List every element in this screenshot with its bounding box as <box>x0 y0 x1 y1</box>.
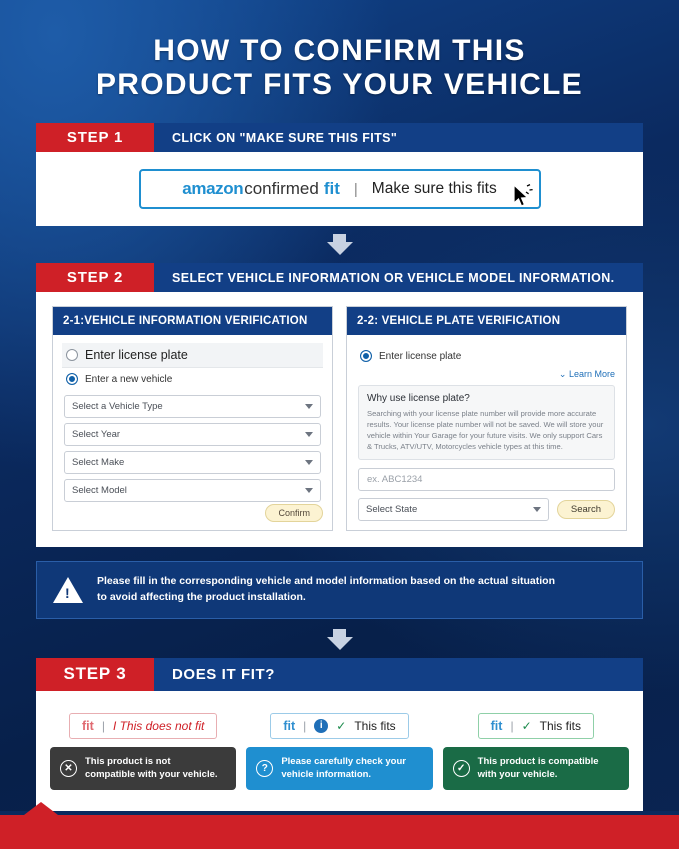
card-2-1-title: 2-1:VEHICLE INFORMATION VERIFICATION <box>53 307 332 335</box>
info-box-title: Why use license plate? <box>367 393 470 405</box>
step2-tag: STEP 2 <box>36 263 154 292</box>
vehicle-plate-verification-card <box>346 306 627 531</box>
fit-box-separator: | <box>353 180 358 198</box>
fit-status-text: I This does not fit <box>112 718 205 733</box>
step2-heading: SELECT VEHICLE INFORMATION OR VEHICLE MODEL INFORMATION. <box>154 263 643 292</box>
step3-heading: DOES IT FIT? <box>154 658 643 691</box>
option-enter-license-plate[interactable] <box>62 343 323 368</box>
card-2-2-body <box>347 335 626 530</box>
learn-more-link[interactable] <box>356 369 615 380</box>
radio-selected-icon[interactable] <box>360 350 372 362</box>
info-circle-icon: i <box>314 719 328 733</box>
chevron-down-icon <box>305 488 313 493</box>
radio-selected-icon[interactable] <box>66 373 78 385</box>
select-state[interactable] <box>358 498 549 521</box>
select-year[interactable] <box>64 423 321 446</box>
pill-separator: | <box>303 718 307 733</box>
fit-pill-no <box>69 713 217 739</box>
card-2-2-title: 2-2: VEHICLE PLATE VERIFICATION <box>347 307 626 335</box>
select-year-value: Select Year <box>72 429 121 441</box>
chevron-down-icon <box>305 404 313 409</box>
learn-more-label: Learn More <box>568 369 615 380</box>
page-title-line1: HOW TO CONFIRM THIS <box>153 34 526 67</box>
option-enter-license-plate-right-label: Enter license plate <box>379 350 462 362</box>
option-enter-new-vehicle[interactable] <box>62 368 323 390</box>
state-search-row <box>358 498 615 521</box>
info-box-body: Searching with your license plate number will provide more accurate results. Your license plate number will not be saved. We will store your vehicle within Your Garage for your future visits. We only support Cars & Trucks, ATV/UTV, Motorcycles vehicle types at this time. <box>367 409 604 452</box>
fit-label: fit <box>283 718 296 733</box>
fit-status-text: This fits <box>354 718 396 733</box>
option-enter-license-plate-label: Enter license plate <box>85 348 188 363</box>
select-model-value: Select Model <box>72 485 127 497</box>
arrow-head <box>327 242 353 255</box>
mouse-cursor-icon <box>511 184 533 210</box>
step1-bar <box>36 123 643 152</box>
bottom-notch <box>24 802 58 815</box>
result-banner-not-compatible <box>50 747 236 791</box>
step1-heading: CLICK ON "MAKE SURE THIS FITS" <box>154 123 643 152</box>
step3-tag: STEP 3 <box>36 658 154 691</box>
chevron-down-icon <box>305 432 313 437</box>
result-compatible <box>443 713 629 791</box>
fit-label: fit <box>323 179 340 199</box>
fit-label: fit <box>490 718 503 733</box>
result-line1: This product is not <box>85 755 171 767</box>
arrow-head <box>327 637 353 650</box>
chevron-down-icon <box>305 460 313 465</box>
fit-pill-info <box>270 713 408 739</box>
check-circle-icon: ✓ <box>453 760 470 777</box>
chevron-down-small-icon: ⌄ <box>558 369 567 380</box>
license-plate-input[interactable] <box>358 468 615 491</box>
arrow-stem <box>333 234 346 242</box>
result-banner-compatible <box>443 747 629 791</box>
step3-panel <box>36 691 643 817</box>
step1-tag: STEP 1 <box>36 123 154 152</box>
arrow-step2-to-step3 <box>36 629 643 650</box>
search-button[interactable]: Search <box>557 500 615 519</box>
arrow-step1-to-step2 <box>36 234 643 255</box>
fit-label: fit <box>82 718 94 733</box>
step3-bar <box>36 658 643 691</box>
arrow-stem <box>333 629 346 637</box>
vehicle-information-verification-card <box>52 306 333 531</box>
amazon-confirmed-fit-box[interactable] <box>139 169 541 209</box>
result-line1: Please carefully check your <box>281 755 406 767</box>
select-vehicle-type-value: Select a Vehicle Type <box>72 401 163 413</box>
option-enter-license-plate-right[interactable] <box>356 343 617 367</box>
pill-separator: | <box>510 718 514 733</box>
option-enter-new-vehicle-label: Enter a new vehicle <box>85 373 173 385</box>
question-circle-icon: ? <box>256 760 273 777</box>
result-banner-text <box>478 756 599 782</box>
radio-unselected-icon[interactable] <box>66 349 78 361</box>
result-line1: This product is compatible <box>477 755 599 767</box>
select-make-value: Select Make <box>72 457 125 469</box>
notice-line1: Please fill in the corresponding vehicle and model information based on the actual situation <box>97 575 555 588</box>
x-circle-icon: ✕ <box>60 760 77 777</box>
license-plate-info-box <box>358 385 615 460</box>
step2-bar <box>36 263 643 292</box>
result-line2: compatible with your vehicle. <box>85 768 218 780</box>
select-make[interactable] <box>64 451 321 474</box>
warning-triangle-icon: ! <box>53 577 83 603</box>
step2-panel <box>36 292 643 547</box>
chevron-down-icon <box>533 507 541 512</box>
result-line2: with your vehicle. <box>477 768 558 780</box>
page-title <box>36 34 643 101</box>
result-check-information <box>246 713 432 791</box>
result-banner-text <box>281 756 406 782</box>
check-icon: ✓ <box>521 718 532 733</box>
result-banner-check-info <box>246 747 432 791</box>
fit-pill-yes <box>478 713 594 739</box>
card-2-1-body <box>53 335 332 530</box>
amazon-brand-label: amazon <box>182 179 244 199</box>
check-icon: ✓ <box>336 718 347 733</box>
result-line2: vehicle information. <box>281 768 372 780</box>
result-banner-text <box>85 756 218 782</box>
step1-panel <box>36 152 643 226</box>
notice-line2: to avoid affecting the product installation. <box>97 590 306 603</box>
confirmed-label: confirmed <box>244 179 319 199</box>
make-sure-this-fits-link[interactable]: Make sure this fits <box>371 180 497 198</box>
result-does-not-fit <box>50 713 236 791</box>
license-plate-placeholder: ex. ABC1234 <box>367 474 423 486</box>
bottom-strip <box>0 815 679 849</box>
fit-status-text: This fits <box>539 718 581 733</box>
pill-separator: | <box>101 718 105 733</box>
select-vehicle-type[interactable] <box>64 395 321 418</box>
select-state-value: Select State <box>366 504 418 516</box>
notice-text <box>97 574 555 606</box>
page-title-line2: PRODUCT FITS YOUR VEHICLE <box>96 67 583 101</box>
select-model[interactable] <box>64 479 321 502</box>
notice-band <box>36 561 643 619</box>
confirm-button[interactable]: Confirm <box>265 504 323 522</box>
